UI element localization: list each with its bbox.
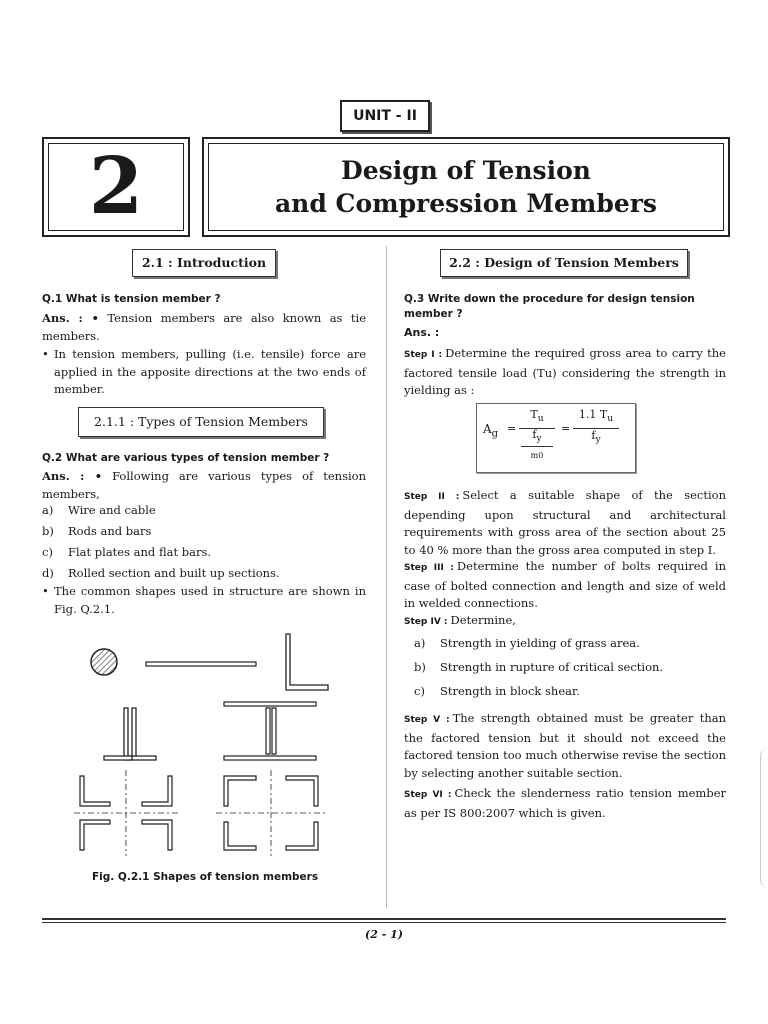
tension-type-item-marker: c) <box>42 545 53 559</box>
tension-type-item-marker: b) <box>42 524 54 538</box>
step-1 <box>404 345 726 400</box>
double-angle-section <box>104 708 156 760</box>
section-heading-introduction: 2.1 : Introduction <box>132 249 276 277</box>
chapter-title-line2: and Compression Members <box>274 189 657 218</box>
flat-plate-section <box>146 662 256 666</box>
formula-denominator-1-bottom: m0 <box>530 451 544 460</box>
formula-numerator-1: $T_u$ <box>530 408 544 425</box>
strength-check-item-text: Strength in rupture of critical section. <box>440 660 664 674</box>
question-2: Q.2 What are various types of tension member ? <box>42 452 330 464</box>
formula-equals-2: = <box>561 422 571 435</box>
chapter-number-box <box>42 137 190 237</box>
step-6-text: Check the slenderness ratio tension member as per IS 800:2007 which is given. <box>404 786 726 820</box>
answer-label: Ans. : • <box>42 469 103 483</box>
single-angle-section <box>286 634 328 690</box>
question-1: Q.1 What is tension member ? <box>42 293 221 305</box>
answer-1-text: Tension members are also known as tie members. <box>42 311 366 343</box>
section-heading-design: 2.2 : Design of Tension Members <box>440 249 688 277</box>
tension-type-item <box>42 545 366 566</box>
step-6-label: Step VI : <box>404 790 452 800</box>
strength-check-item <box>414 684 726 708</box>
answer-3-label: Ans. : <box>404 326 440 339</box>
question-3: Q.3 Write down the procedure for design tension member ? <box>404 293 695 320</box>
step-2-label: Step II : <box>404 492 460 502</box>
footer-rule-thin <box>42 922 726 923</box>
unit-label: UNIT - II <box>340 100 430 132</box>
step-1-label: Step I : <box>404 350 443 360</box>
step-5-text: The strength obtained must be greater than the factored tension but it should not exceed the factored tension too much otherwise revise the section by selecting another suitable section. <box>404 711 726 780</box>
strength-check-item-text: Strength in yielding of grass area. <box>440 636 640 650</box>
answer-1-bullet-text: In tension members, pulling (i.e. tensile) force are applied in the apposite directions at the two ends of member. <box>54 347 366 396</box>
chapter-title-line1: Design of Tension <box>341 156 591 185</box>
step-4-text: Determine, <box>450 613 516 627</box>
step-4-label: Step IV : <box>404 617 448 627</box>
chapter-title <box>208 143 724 231</box>
page-number: (2 - 1) <box>365 928 403 941</box>
tension-type-item-text: Wire and cable <box>68 503 156 517</box>
answer-1-bullet: • In tension members, pulling (i.e. tensile) force are applied in the apposite directions at the two ends of member. <box>42 346 366 399</box>
step-2 <box>404 487 726 559</box>
footer-rule <box>42 918 726 920</box>
step-4-list <box>414 636 726 708</box>
column-divider <box>386 246 387 908</box>
shapes-bullet: • The common shapes used in structure are shown in Fig. Q.2.1. <box>42 583 366 618</box>
tension-type-item-text: Rods and bars <box>68 524 152 538</box>
step-3-label: Step III : <box>404 563 454 573</box>
tension-type-item <box>42 503 366 524</box>
rod-section <box>91 649 117 675</box>
formula-equals-1: = <box>507 422 517 435</box>
gross-area-formula <box>476 403 636 473</box>
strength-check-item-text: Strength in block shear. <box>440 684 580 698</box>
answer-1 <box>42 310 366 345</box>
strength-check-item <box>414 636 726 660</box>
step-4 <box>404 612 726 632</box>
formula-numerator-2: 1.1 $T_u$ <box>578 408 614 425</box>
four-angle-section-right <box>216 770 326 856</box>
tension-type-item-marker: a) <box>42 503 54 517</box>
strength-check-item-marker: b) <box>414 660 426 674</box>
shapes-bullet-text: The common shapes used in structure are shown in Fig. Q.2.1. <box>54 584 366 616</box>
step-5 <box>404 710 726 782</box>
tension-type-item <box>42 524 366 545</box>
strength-check-item-marker: a) <box>414 636 426 650</box>
four-angle-section-left <box>74 770 178 856</box>
types-list <box>42 503 366 587</box>
formula-lhs: $A_g$ <box>483 422 499 440</box>
tension-type-item-text: Rolled section and built up sections. <box>68 566 280 580</box>
step-3-text: Determine the number of bolts required in case of bolted connection and length and size of weld in welded connections. <box>404 559 726 610</box>
section-heading-types: 2.1.1 : Types of Tension Members <box>78 407 324 437</box>
page-edge-tab <box>760 748 768 888</box>
formula-denominator-2: $f_y$ <box>591 429 601 446</box>
tension-type-item-marker: d) <box>42 566 54 580</box>
answer-label: Ans. : • <box>42 311 99 325</box>
formula-denominator-1-top: $f_y$ <box>532 428 542 445</box>
chapter-number: 2 <box>48 143 184 231</box>
chapter-title-box <box>202 137 730 237</box>
step-5-label: Step V : <box>404 715 450 725</box>
step-2-text: Select a suitable shape of the section depending upon structural and architectural requirements with gross area of the section about 25 to 40 % more than the gross area computed in step I. <box>404 488 726 557</box>
tension-member-shapes-figure <box>60 620 360 865</box>
step-3 <box>404 558 726 613</box>
strength-check-item-marker: c) <box>414 684 425 698</box>
step-1-text: Determine the required gross area to carry the factored tensile load (Tu) considering the strength in yielding as : <box>404 346 726 397</box>
answer-2 <box>42 468 366 503</box>
figure-caption: Fig. Q.2.1 Shapes of tension members <box>92 871 319 883</box>
tension-type-item-text: Flat plates and flat bars. <box>68 545 212 559</box>
strength-check-item <box>414 660 726 684</box>
step-6 <box>404 785 726 822</box>
answer-2-text: Following are various types of tension members, <box>42 469 366 501</box>
built-up-channel-section <box>224 702 316 760</box>
